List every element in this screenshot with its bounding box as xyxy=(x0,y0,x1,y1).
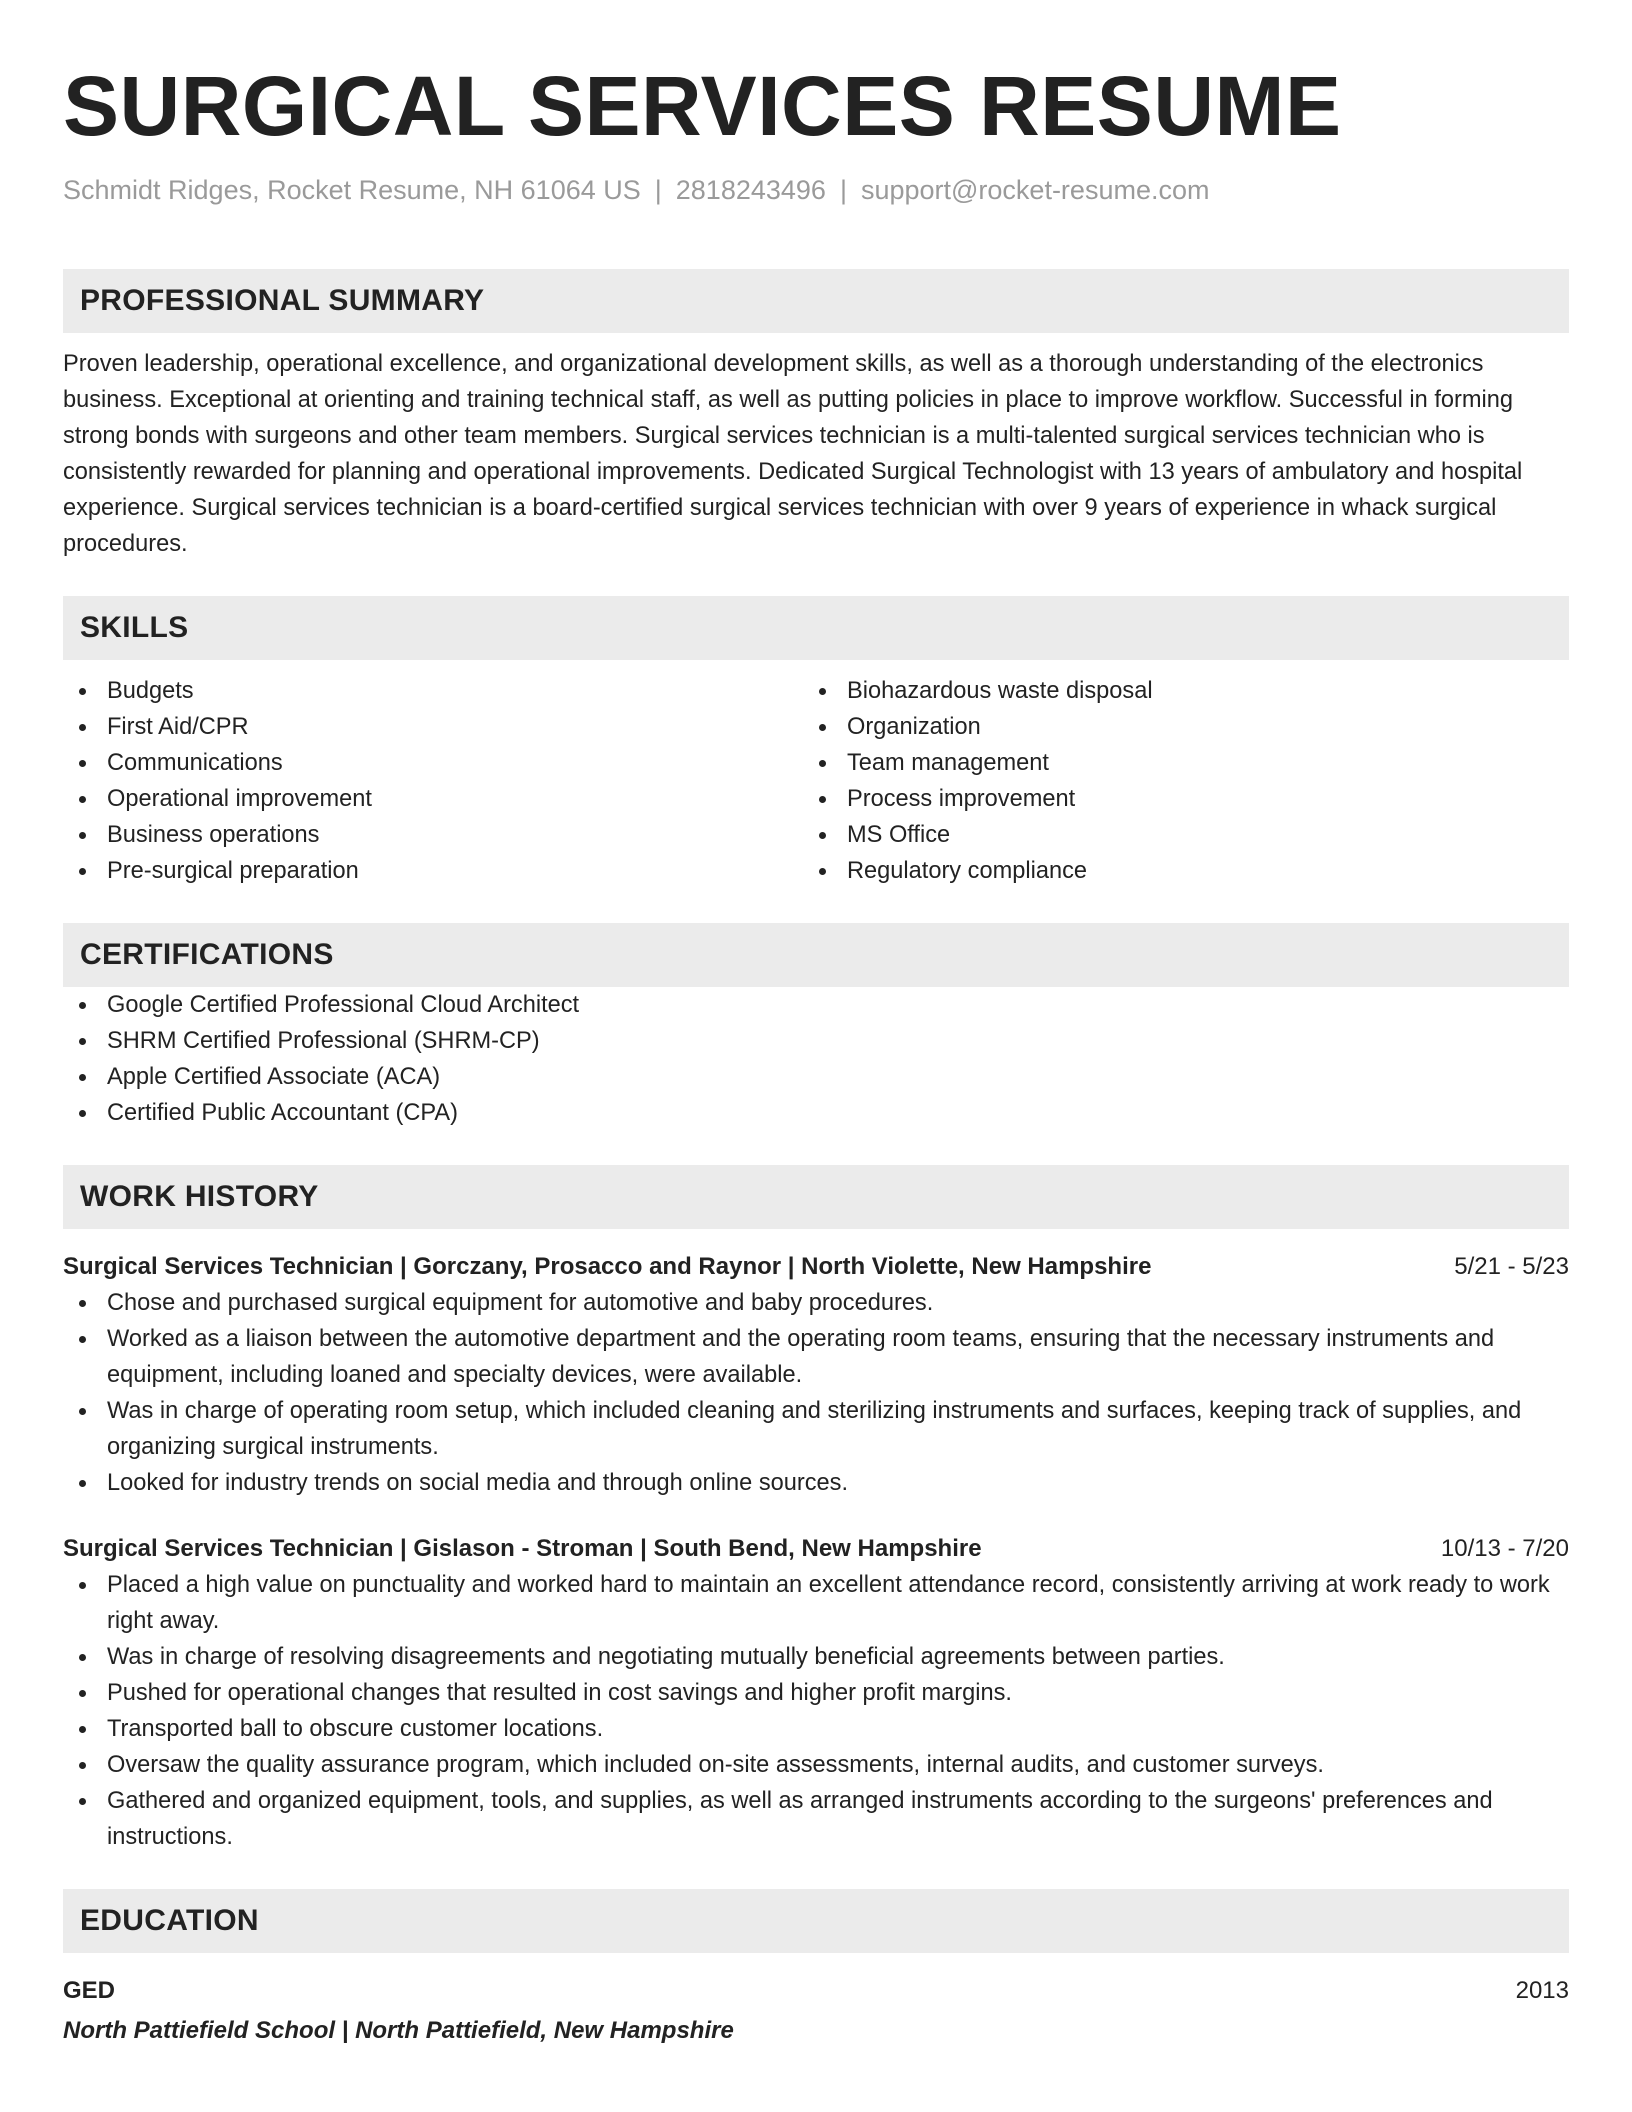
education-degree: GED xyxy=(63,1977,116,2005)
job-title: Surgical Services Technician | Gislason - Stroman | South Bend, New Hampshire xyxy=(63,1535,982,1563)
skill-item: Operational improvement xyxy=(63,781,803,817)
skill-item: Regulatory compliance xyxy=(803,853,1569,889)
skill-item: Biohazardous waste disposal xyxy=(803,673,1569,709)
skill-item: Communications xyxy=(63,745,803,781)
skill-item: First Aid/CPR xyxy=(63,709,803,745)
contact-line xyxy=(63,174,1569,206)
contact-separator: | xyxy=(654,175,662,205)
job-bullet: Oversaw the quality assurance program, which included on-site assessments, internal audits, and customer surveys. xyxy=(63,1747,1569,1783)
certification-item: Google Certified Professional Cloud Architect xyxy=(63,987,1569,1023)
job-bullet: Transported ball to obscure customer locations. xyxy=(63,1711,1569,1747)
job-header xyxy=(63,1249,1569,1285)
job-bullets xyxy=(63,1285,1569,1501)
skills-list-right xyxy=(803,673,1569,889)
skill-item: Budgets xyxy=(63,673,803,709)
job-header xyxy=(63,1531,1569,1567)
job-bullet: Worked as a liaison between the automotive department and the operating room teams, ensuring that the necessary instruments and equipment, including loaned and specialty devices, were available. xyxy=(63,1321,1569,1393)
education-school: North Pattiefield School | North Pattiefield, New Hampshire xyxy=(63,2017,734,2045)
job-entry xyxy=(63,1249,1569,1501)
job-bullet: Chose and purchased surgical equipment for automotive and baby procedures. xyxy=(63,1285,1569,1321)
job-bullet: Gathered and organized equipment, tools, and supplies, as well as arranged instruments according to the surgeons' preferences and instructions. xyxy=(63,1783,1569,1855)
work-history-heading: WORK HISTORY xyxy=(63,1165,1569,1229)
job-dates: 10/13 - 7/20 xyxy=(1440,1535,1569,1563)
skill-item: Process improvement xyxy=(803,781,1569,817)
job-entry xyxy=(63,1531,1569,1855)
skill-item: Team management xyxy=(803,745,1569,781)
certifications-heading: CERTIFICATIONS xyxy=(63,923,1569,987)
job-dates: 5/21 - 5/23 xyxy=(1454,1253,1569,1281)
education-heading: EDUCATION xyxy=(63,1889,1569,1953)
certification-item: SHRM Certified Professional (SHRM-CP) xyxy=(63,1023,1569,1059)
job-bullet: Looked for industry trends on social media and through online sources. xyxy=(63,1465,1569,1501)
education-header xyxy=(63,1973,1569,2009)
certification-item: Apple Certified Associate (ACA) xyxy=(63,1059,1569,1095)
job-title: Surgical Services Technician | Gorczany, Prosacco and Raynor | North Violette, New Hampshire xyxy=(63,1253,1152,1281)
job-bullet: Was in charge of operating room setup, which included cleaning and sterilizing instruments and surfaces, keeping track of supplies, and organizing surgical instruments. xyxy=(63,1393,1569,1465)
summary-text: Proven leadership, operational excellence, and organizational development skills, as well as a thorough understanding of the electronics business. Exceptional at orienting and training technical staff, as well as putting policies in place to improve workflow. Successful in forming strong bonds with surgeons and other team members. Surgical services technician is a multi-talented surgical services technician who is consistently rewarded for planning and operational improvements. Dedicated Surgical Technologist with 13 years of ambulatory and hospital experience. Surgical services technician is a board-certified surgical services technician with over 9 years of experience in whack surgical procedures. xyxy=(63,351,1523,558)
summary-heading: PROFESSIONAL SUMMARY xyxy=(63,269,1569,333)
job-bullet: Was in charge of resolving disagreements and negotiating mutually beneficial agreements between parties. xyxy=(63,1639,1569,1675)
certification-item: Certified Public Accountant (CPA) xyxy=(63,1095,1569,1131)
skill-item: Organization xyxy=(803,709,1569,745)
job-bullet: Placed a high value on punctuality and worked hard to maintain an excellent attendance record, consistently arriving at work ready to work right away. xyxy=(63,1567,1569,1639)
skill-item: MS Office xyxy=(803,817,1569,853)
certifications-list xyxy=(63,987,1569,1131)
skills-grid xyxy=(63,673,1569,889)
skill-item: Business operations xyxy=(63,817,803,853)
job-bullets xyxy=(63,1567,1569,1855)
contact-address: Schmidt Ridges, Rocket Resume, NH 61064 US xyxy=(63,175,641,205)
education-year: 2013 xyxy=(1515,1977,1569,2005)
contact-phone: 2818243496 xyxy=(675,175,826,205)
job-bullet: Pushed for operational changes that resulted in cost savings and higher profit margins. xyxy=(63,1675,1569,1711)
skill-item: Pre-surgical preparation xyxy=(63,853,803,889)
resume-title: SURGICAL SERVICES RESUME xyxy=(63,59,1342,153)
contact-separator: | xyxy=(839,175,847,205)
skills-heading: SKILLS xyxy=(63,596,1569,660)
contact-email: support@rocket-resume.com xyxy=(860,175,1210,205)
skills-list-left xyxy=(63,673,803,889)
